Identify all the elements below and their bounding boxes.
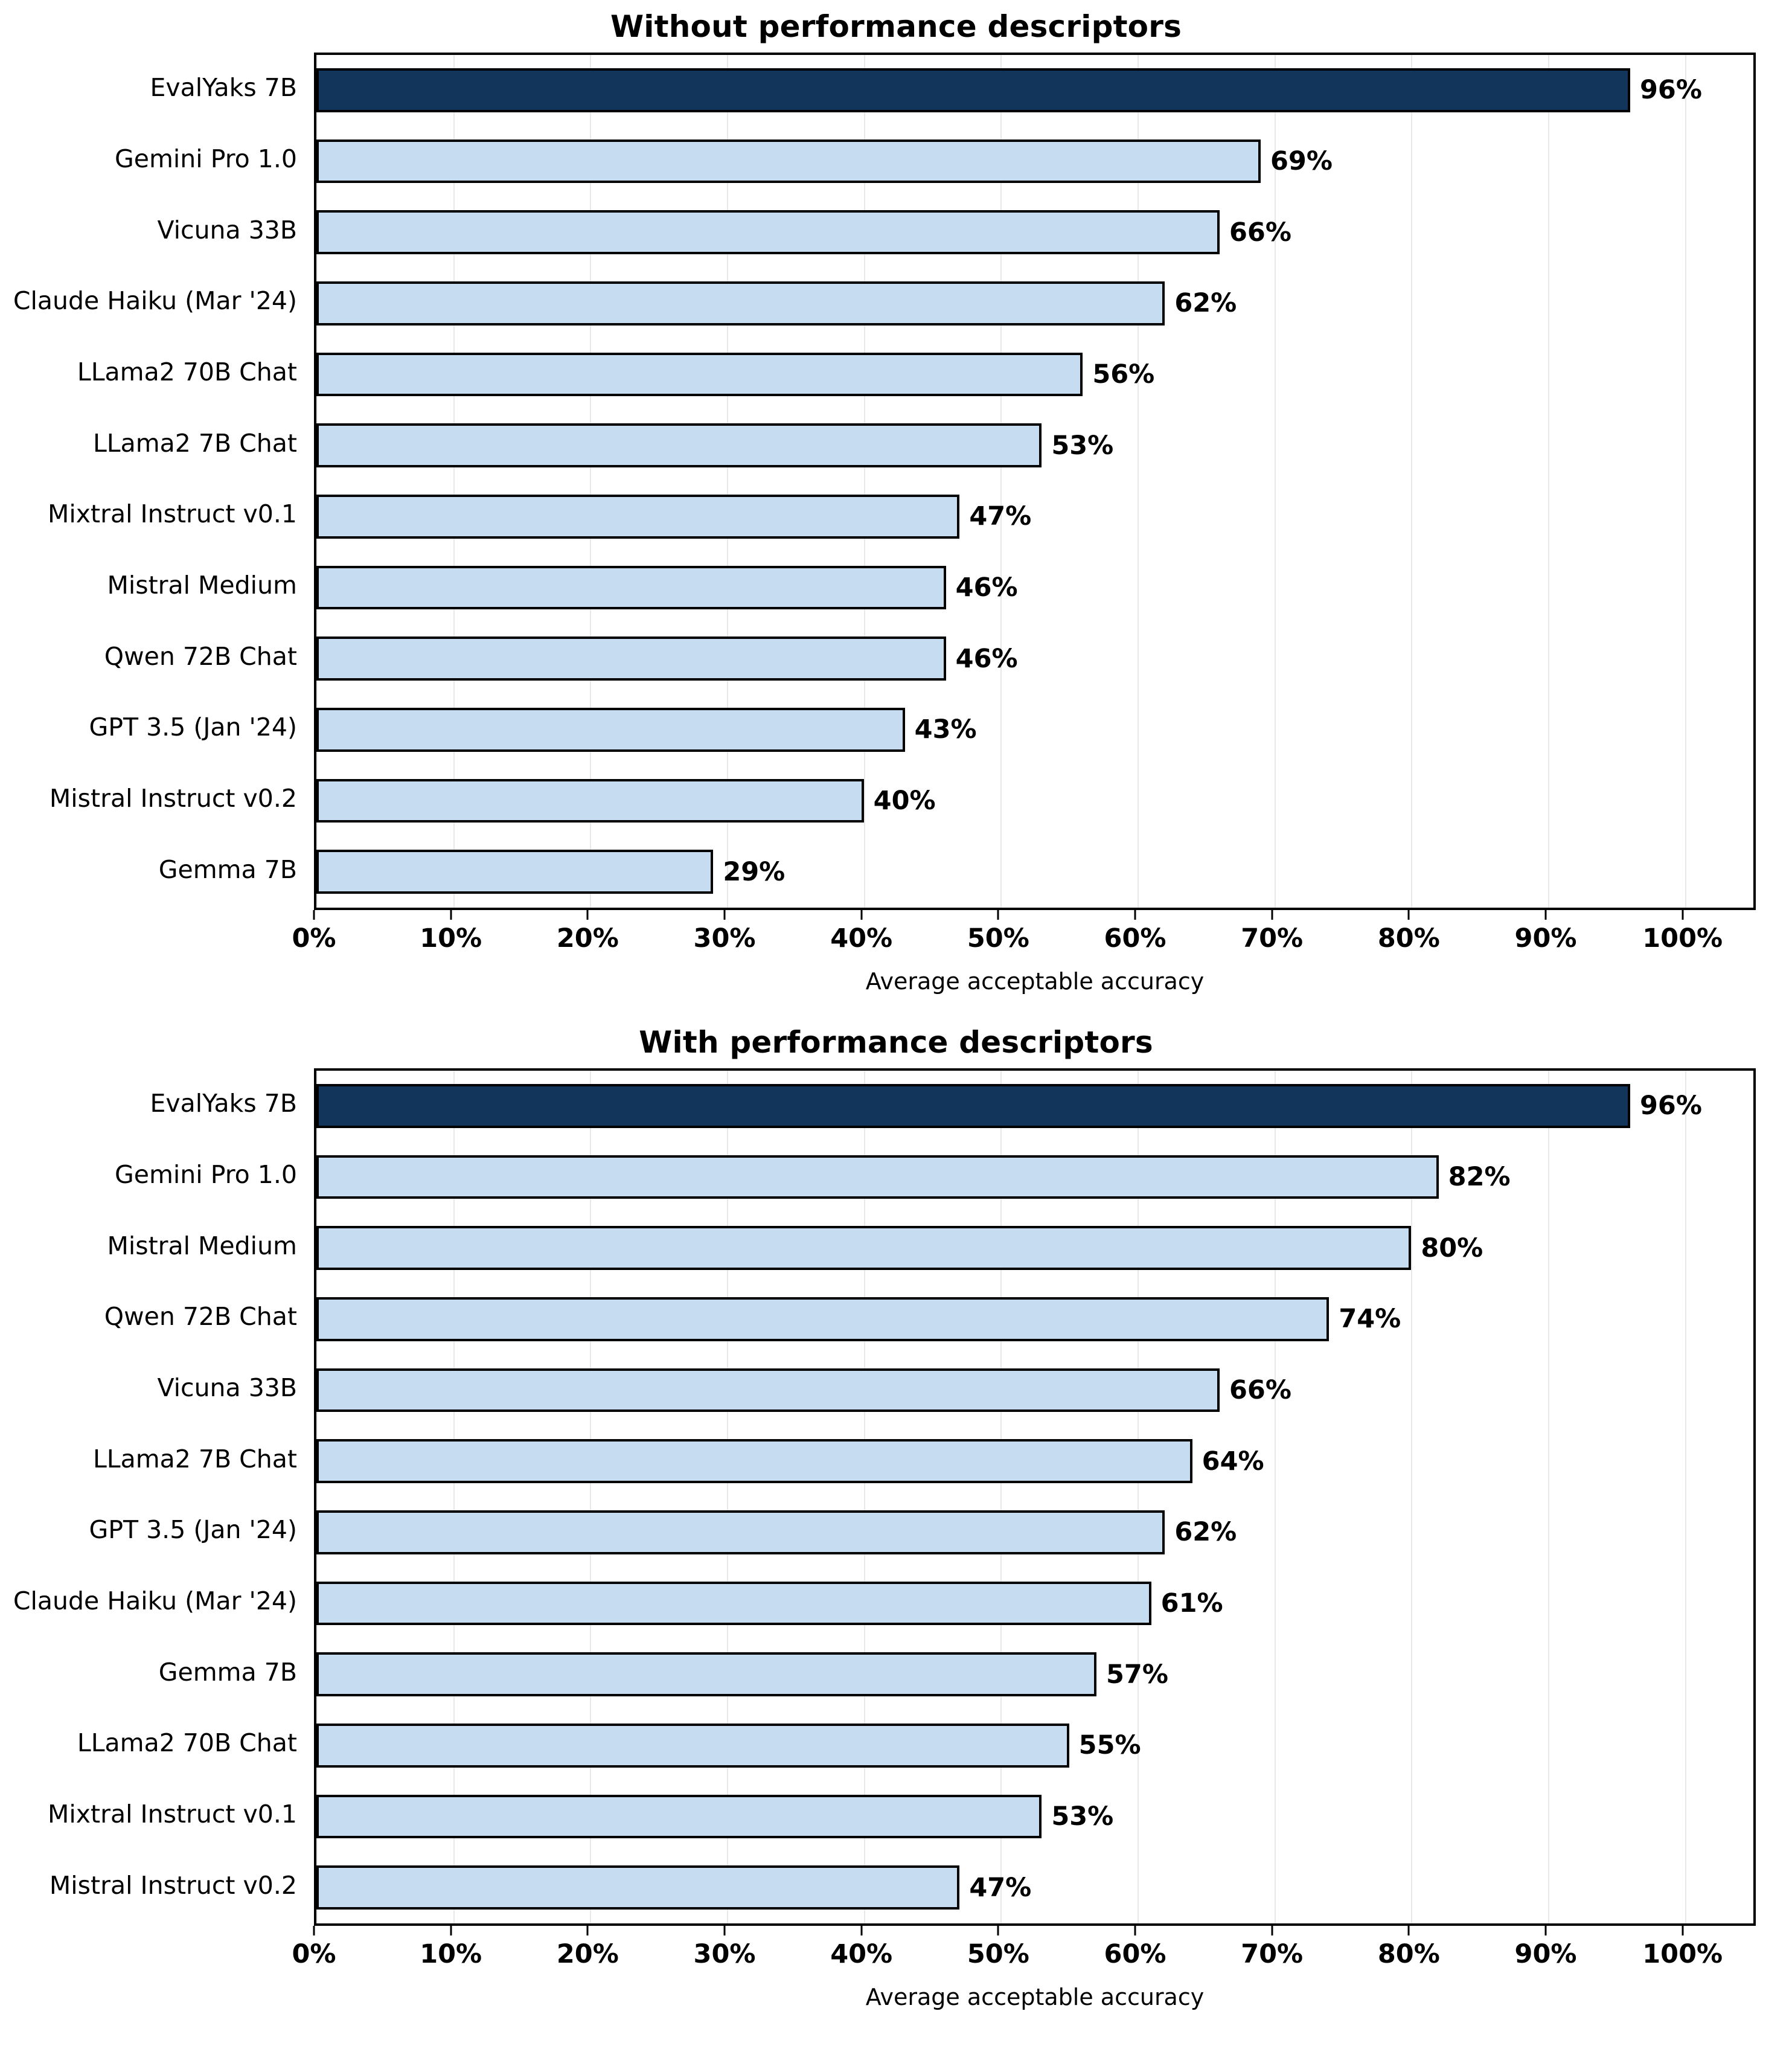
x-axis-tick-mark — [1271, 910, 1273, 920]
bar-value-label: 43% — [914, 714, 977, 745]
bar-row — [316, 68, 1753, 112]
y-axis-tick-label: Vicuna 33B — [157, 215, 297, 245]
bar — [316, 1439, 1192, 1483]
y-axis-tick-label: Gemini Pro 1.0 — [114, 1159, 297, 1189]
x-axis-tick-mark — [313, 1926, 315, 1935]
bar-row — [316, 281, 1753, 326]
y-axis-tick-label: LLama2 70B Chat — [77, 357, 297, 386]
bar-row — [316, 495, 1753, 539]
chart-panel-with-descriptors — [0, 1021, 1792, 2023]
bar-value-label: 40% — [873, 785, 936, 816]
bar — [316, 495, 959, 539]
y-axis-tick-label: Mistral Medium — [107, 570, 297, 600]
x-axis-tick-label: 0% — [292, 1939, 336, 1969]
bar-value-label: 96% — [1640, 75, 1702, 106]
bar-value-label: 53% — [1051, 1801, 1114, 1832]
bar-series-1 — [316, 1071, 1753, 1923]
x-axis-tick-label: 10% — [420, 923, 482, 954]
x-axis-label-1: Average acceptable accuracy — [865, 1983, 1205, 2010]
x-axis-tick-label: 80% — [1377, 923, 1440, 954]
bar-row — [316, 1652, 1753, 1696]
bar — [316, 423, 1042, 467]
bar — [316, 1226, 1411, 1270]
bar-row — [316, 1226, 1753, 1270]
x-axis-tick-mark — [997, 910, 999, 920]
y-axis-tick-label: Mixtral Instruct v0.1 — [48, 1799, 297, 1829]
bar-series-0 — [316, 55, 1753, 908]
axis-spacer — [0, 910, 314, 964]
bar-row — [316, 850, 1753, 894]
x-axis-tick-label: 20% — [556, 1939, 619, 1969]
bar-value-label: 57% — [1106, 1659, 1168, 1690]
x-axis-tick-label: 20% — [556, 923, 619, 954]
bar-row — [316, 1297, 1753, 1341]
y-axis-tick-label: EvalYaks 7B — [150, 1089, 297, 1118]
x-axis-tick-label: 80% — [1377, 1939, 1440, 1969]
bar-row — [316, 1724, 1753, 1768]
y-axis-tick-label: LLama2 7B Chat — [92, 1444, 297, 1474]
x-axis-tick-mark — [860, 1926, 862, 1935]
bar — [316, 1084, 1630, 1128]
bar — [316, 1297, 1329, 1341]
y-axis-tick-label: Vicuna 33B — [157, 1373, 297, 1402]
y-axis-tick-label: Mixtral Instruct v0.1 — [48, 499, 297, 529]
y-axis-tick-label: Qwen 72B Chat — [104, 641, 297, 671]
y-axis-tick-label: Mistral Medium — [107, 1231, 297, 1260]
x-axis-tick-mark — [997, 1926, 999, 1935]
x-axis-tick-label: 50% — [967, 1939, 1029, 1969]
bar-row — [316, 1084, 1753, 1128]
x-axis-tick-label: 70% — [1241, 923, 1304, 954]
x-axis-tick-mark — [1545, 1926, 1547, 1935]
bar-row — [316, 566, 1753, 610]
plot-area-0 — [314, 53, 1756, 910]
x-axis-tick-mark — [1134, 910, 1136, 920]
bar-value-label: 66% — [1229, 1374, 1291, 1405]
x-axis-tick-mark — [587, 1926, 589, 1935]
x-axis-tick-label: 90% — [1514, 1939, 1577, 1969]
bar — [316, 1582, 1151, 1626]
bar-row — [316, 423, 1753, 467]
x-axis-tick-mark — [724, 910, 726, 920]
x-axis-label-0: Average acceptable accuracy — [865, 967, 1205, 995]
bar-value-label: 82% — [1448, 1161, 1511, 1192]
x-axis-tick-mark — [313, 910, 315, 920]
y-axis-tick-label: Gemma 7B — [158, 855, 297, 884]
y-axis-tick-label: Gemini Pro 1.0 — [114, 144, 297, 173]
bar-row — [316, 779, 1753, 823]
bar-row — [316, 1582, 1753, 1626]
x-axis-tick-mark — [1408, 910, 1410, 920]
x-axis-tick-label: 30% — [693, 1939, 756, 1969]
axis-spacer — [0, 964, 314, 995]
bar-row — [316, 1368, 1753, 1413]
bar-value-label: 46% — [955, 643, 1018, 674]
x-axis-tick-label: 60% — [1104, 1939, 1166, 1969]
x-axis-tick-label: 10% — [420, 1939, 482, 1969]
bar-value-label: 62% — [1174, 288, 1237, 319]
bar-row — [316, 353, 1753, 397]
bar-value-label: 62% — [1174, 1517, 1237, 1548]
bar — [316, 68, 1630, 112]
bar-row — [316, 140, 1753, 184]
bar — [316, 1155, 1439, 1199]
x-axis-tick-mark — [1271, 1926, 1273, 1935]
x-axis-tick-mark — [450, 910, 452, 920]
y-axis-tick-label: Mistral Instruct v0.2 — [49, 783, 297, 813]
x-axis-tick-label: 100% — [1642, 1939, 1723, 1969]
y-axis-tick-label: Claude Haiku (Mar '24) — [13, 1586, 297, 1615]
bar-value-label: 64% — [1202, 1446, 1264, 1477]
bar-row — [316, 210, 1753, 254]
x-axis-tick-label: 30% — [693, 923, 756, 954]
bar-value-label: 66% — [1229, 217, 1291, 248]
x-axis-tick-label: 60% — [1104, 923, 1166, 954]
bar — [316, 637, 946, 681]
bar-value-label: 96% — [1640, 1091, 1702, 1121]
bar — [316, 1795, 1042, 1839]
y-axis-tick-labels-0 — [0, 53, 314, 905]
bar-row — [316, 1155, 1753, 1199]
bar — [316, 1724, 1069, 1768]
bar — [316, 281, 1165, 326]
x-axis-tick-label: 40% — [830, 923, 893, 954]
x-axis-tick-mark — [1408, 1926, 1410, 1935]
bar-row — [316, 1439, 1753, 1483]
bar-value-label: 47% — [969, 1872, 1032, 1903]
bar-value-label: 56% — [1092, 359, 1155, 390]
y-axis-tick-label: Qwen 72B Chat — [104, 1302, 297, 1332]
panel-title-without: Without performance descriptors — [610, 9, 1182, 44]
y-axis-tick-label: Mistral Instruct v0.2 — [49, 1870, 297, 1900]
bar-row — [316, 637, 1753, 681]
y-axis-tick-label: LLama2 7B Chat — [92, 428, 297, 458]
x-axis-tick-label: 50% — [967, 923, 1029, 954]
bar-value-label: 47% — [969, 501, 1032, 532]
plot-area-1 — [314, 1068, 1756, 1926]
x-axis-tick-mark — [1682, 1926, 1683, 1935]
bar-value-label: 74% — [1339, 1304, 1401, 1335]
y-axis-tick-label: GPT 3.5 (Jan '24) — [89, 713, 297, 742]
bar-value-label: 61% — [1160, 1588, 1223, 1618]
bar-value-label: 55% — [1078, 1730, 1141, 1761]
bar — [316, 779, 864, 823]
x-axis-tick-mark — [450, 1926, 452, 1935]
axis-spacer — [0, 1980, 314, 2010]
bar-value-label: 80% — [1421, 1233, 1483, 1263]
x-axis-tick-label: 40% — [830, 1939, 893, 1969]
x-axis-tick-label: 90% — [1514, 923, 1577, 954]
x-axis-tick-label: 70% — [1241, 1939, 1304, 1969]
chart-panel-without-descriptors — [0, 0, 1792, 1021]
bar — [316, 210, 1220, 254]
x-axis-tick-mark — [860, 910, 862, 920]
y-axis-tick-label: Claude Haiku (Mar '24) — [13, 286, 297, 316]
bar — [316, 566, 946, 610]
x-axis-tick-label: 0% — [292, 923, 336, 954]
bar — [316, 708, 905, 752]
bar — [316, 140, 1261, 184]
x-axis-tick-mark — [724, 1926, 726, 1935]
bar-row — [316, 1510, 1753, 1554]
y-axis-tick-label: EvalYaks 7B — [150, 73, 297, 103]
x-axis-tick-mark — [1545, 910, 1547, 920]
y-axis-tick-label: Gemma 7B — [158, 1657, 297, 1687]
bar — [316, 1510, 1165, 1554]
bar-row — [316, 1795, 1753, 1839]
bar-row — [316, 708, 1753, 752]
bar-value-label: 46% — [955, 572, 1018, 603]
bar-value-label: 69% — [1270, 146, 1333, 176]
y-axis-tick-label: LLama2 70B Chat — [77, 1728, 297, 1758]
panel-title-with: With performance descriptors — [639, 1025, 1153, 1060]
axis-spacer — [0, 1926, 314, 1980]
bar — [316, 1865, 959, 1910]
bar-value-label: 53% — [1051, 430, 1114, 461]
bar — [316, 353, 1083, 397]
y-axis-tick-label: GPT 3.5 (Jan '24) — [89, 1515, 297, 1545]
x-axis-tick-mark — [587, 910, 589, 920]
bar — [316, 1368, 1220, 1413]
y-axis-tick-labels-1 — [0, 1068, 314, 1921]
bar-row — [316, 1865, 1753, 1910]
x-axis-tick-mark — [1134, 1926, 1136, 1935]
bar — [316, 1652, 1096, 1696]
bar — [316, 850, 713, 894]
x-axis-tick-mark — [1682, 910, 1683, 920]
x-axis-tick-label: 100% — [1642, 923, 1723, 954]
bar-value-label: 29% — [723, 856, 786, 887]
